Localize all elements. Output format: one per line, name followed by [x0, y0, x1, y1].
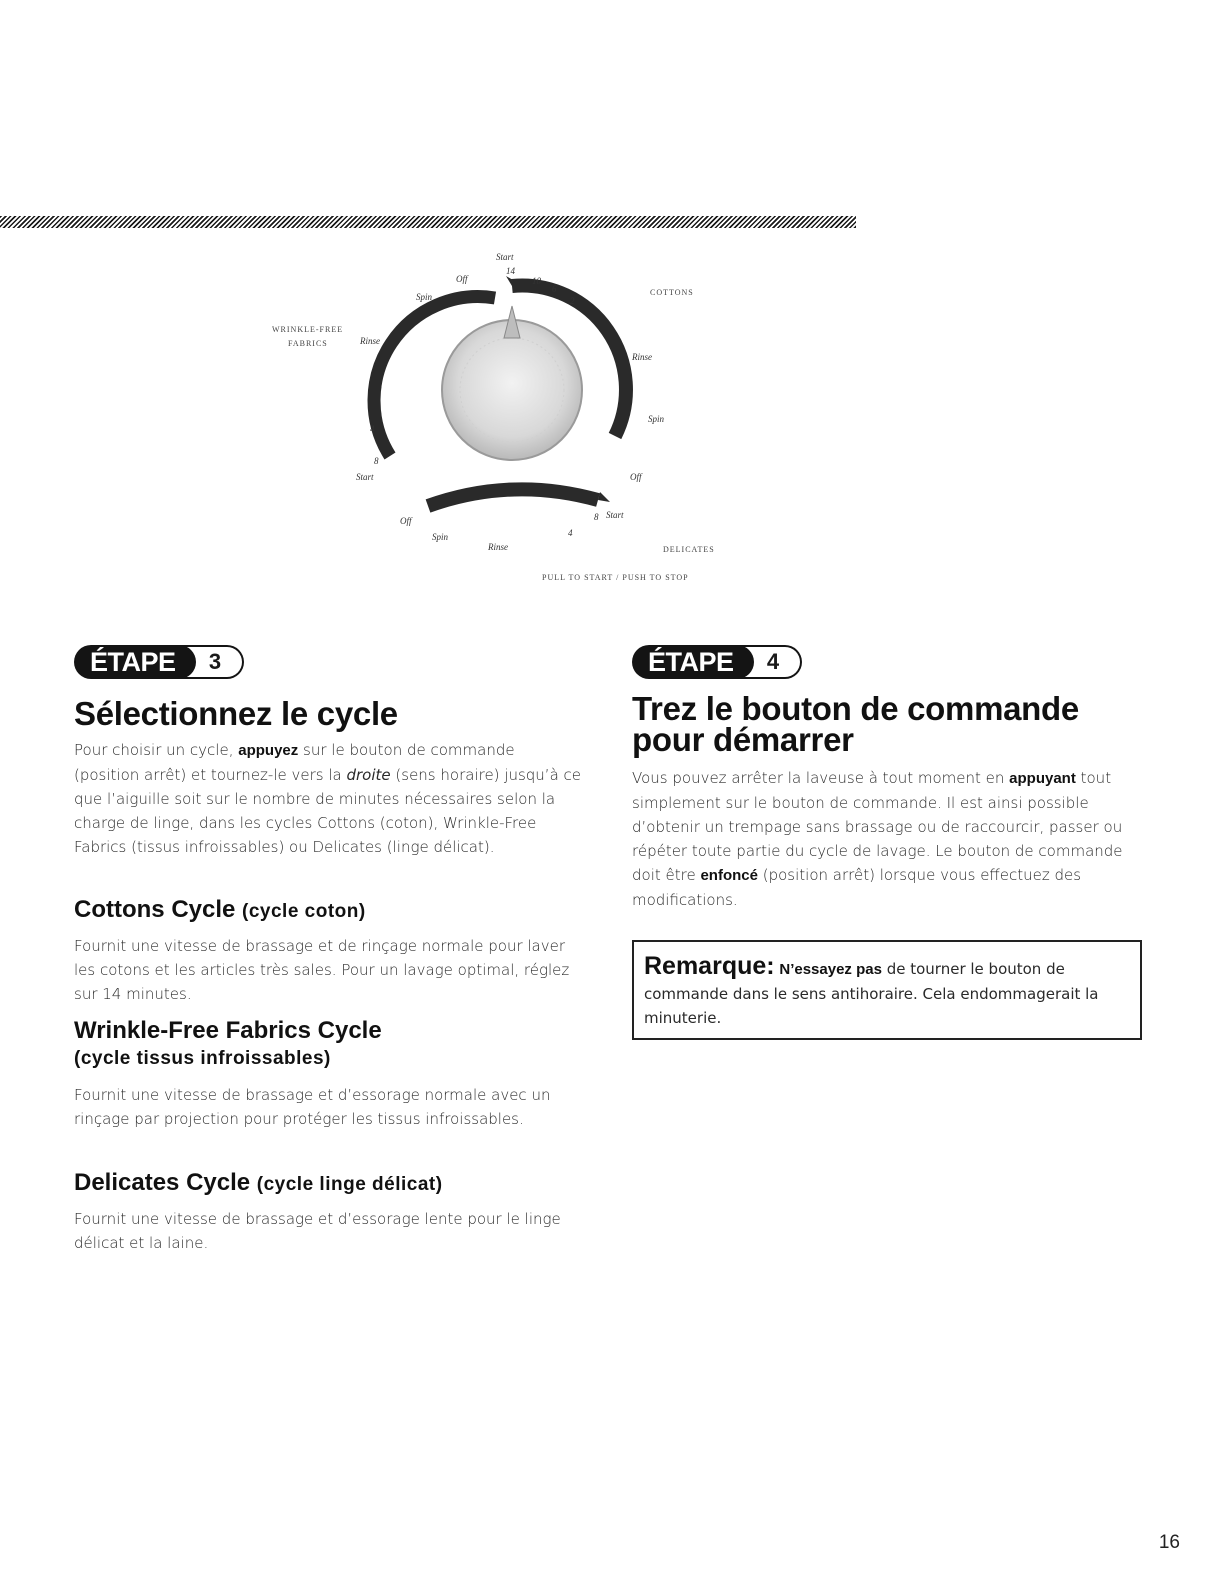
step-3-title: Sélectionnez le cycle — [74, 695, 398, 732]
step-4-title: Trez le bouton de commande pour démarrer — [632, 690, 1079, 758]
step-4-badge-number: 4 — [736, 645, 802, 679]
dial-label: Off — [400, 516, 412, 526]
dial-label: 2 — [570, 296, 575, 306]
delicates-cycle-body: Fournit une vitesse de brassage et d’essorage lente pour le linge délicat et la laine. — [74, 1210, 561, 1252]
dial-label: 4 — [370, 424, 375, 434]
dial-label: Start — [606, 510, 624, 520]
page-number: 16 — [1158, 1532, 1180, 1553]
dial-label: Spin — [416, 292, 433, 302]
step-4-badge-word: ÉTAPE — [632, 645, 754, 679]
label-delicates: DELICATES — [663, 545, 715, 554]
dial-label: Spin — [432, 532, 449, 542]
dial-label: 6 — [552, 284, 557, 294]
step-3-intro: Pour choisir un cycle, appuyez sur le bouton de commande (position arrêt) et tournez-le vers la droite (sens horaire) jusqu’à ce que l’aiguille soit sur le nombre de minutes nécessaires selon la charge de linge, dans les cycles Cottons (coton), Wrinkle-Free Fabrics (tissus infroissables) ou Delicates (linge délicat). — [74, 741, 582, 856]
wrinkle-free-cycle-heading: Wrinkle-Free Fabrics Cycle — [74, 1017, 382, 1044]
label-cottons: COTTONS — [650, 288, 694, 297]
step-3-badge-word: ÉTAPE — [74, 645, 196, 679]
step-3-badge-number: 3 — [178, 645, 244, 679]
wrinkle-free-cycle-body: Fournit une vitesse de brassage et d’essorage normale avec un rinçage par projection pour protéger les tissus infroissables. — [74, 1086, 551, 1128]
wrinkle-free-cycle-subheading: (cycle tissus infroissables) — [74, 1048, 331, 1069]
dial-label: Start — [356, 472, 374, 482]
remark-text: Remarque: N’essayez pas de tourner le bouton de commande dans le sens antihoraire. Cela endommagerait la minuterie. — [644, 952, 1099, 1027]
cottons-cycle-body: Fournit une vitesse de brassage et de rinçage normale pour laver les cotons et les articles très sales. Pour un lavage optimal, réglez sur 14 minutes. — [74, 937, 570, 1003]
dial-label: 8 — [374, 456, 379, 466]
dial-label: Rinse — [360, 336, 380, 346]
dial-label: 8 — [594, 512, 599, 522]
dial-label: 10 — [532, 276, 541, 286]
knob — [442, 320, 582, 460]
delicates-cycle-heading: Delicates Cycle (cycle linge délicat) — [74, 1169, 443, 1196]
dial-illustration — [160, 240, 800, 600]
dial-label: Rinse — [488, 542, 508, 552]
dial-label: Off — [456, 274, 468, 284]
remark-box — [632, 940, 1142, 1040]
cottons-cycle-heading: Cottons Cycle (cycle coton) — [74, 896, 366, 923]
label-fabrics: FABRICS — [288, 339, 328, 348]
label-wrinkle-free: WRINKLE-FREE — [272, 325, 344, 334]
dial-label: Start — [496, 252, 514, 262]
dial-label: 14 — [506, 266, 515, 276]
label-pull-push: PULL TO START / PUSH TO STOP — [542, 573, 689, 582]
dial-label: Rinse — [632, 352, 652, 362]
delicates-arc — [428, 489, 598, 506]
dial-label: Off — [630, 472, 642, 482]
step-4-body: Vous pouvez arrêter la laveuse à tout moment en appuyant tout simplement sur le bouton de commande. Il est ainsi possible d’obtenir un trempage sans brassage ou de raccourcir, passer ou répéter toute partie du cycle de lavage. Le bouton de commande doit être enfoncé (position arrêt) lorsque vous effectuez des modifications. — [632, 769, 1123, 909]
control-dial-diagram — [160, 240, 800, 600]
decorative-hatched-rule — [0, 216, 856, 228]
dial-label: 4 — [568, 528, 573, 538]
dial-label: Spin — [648, 414, 665, 424]
